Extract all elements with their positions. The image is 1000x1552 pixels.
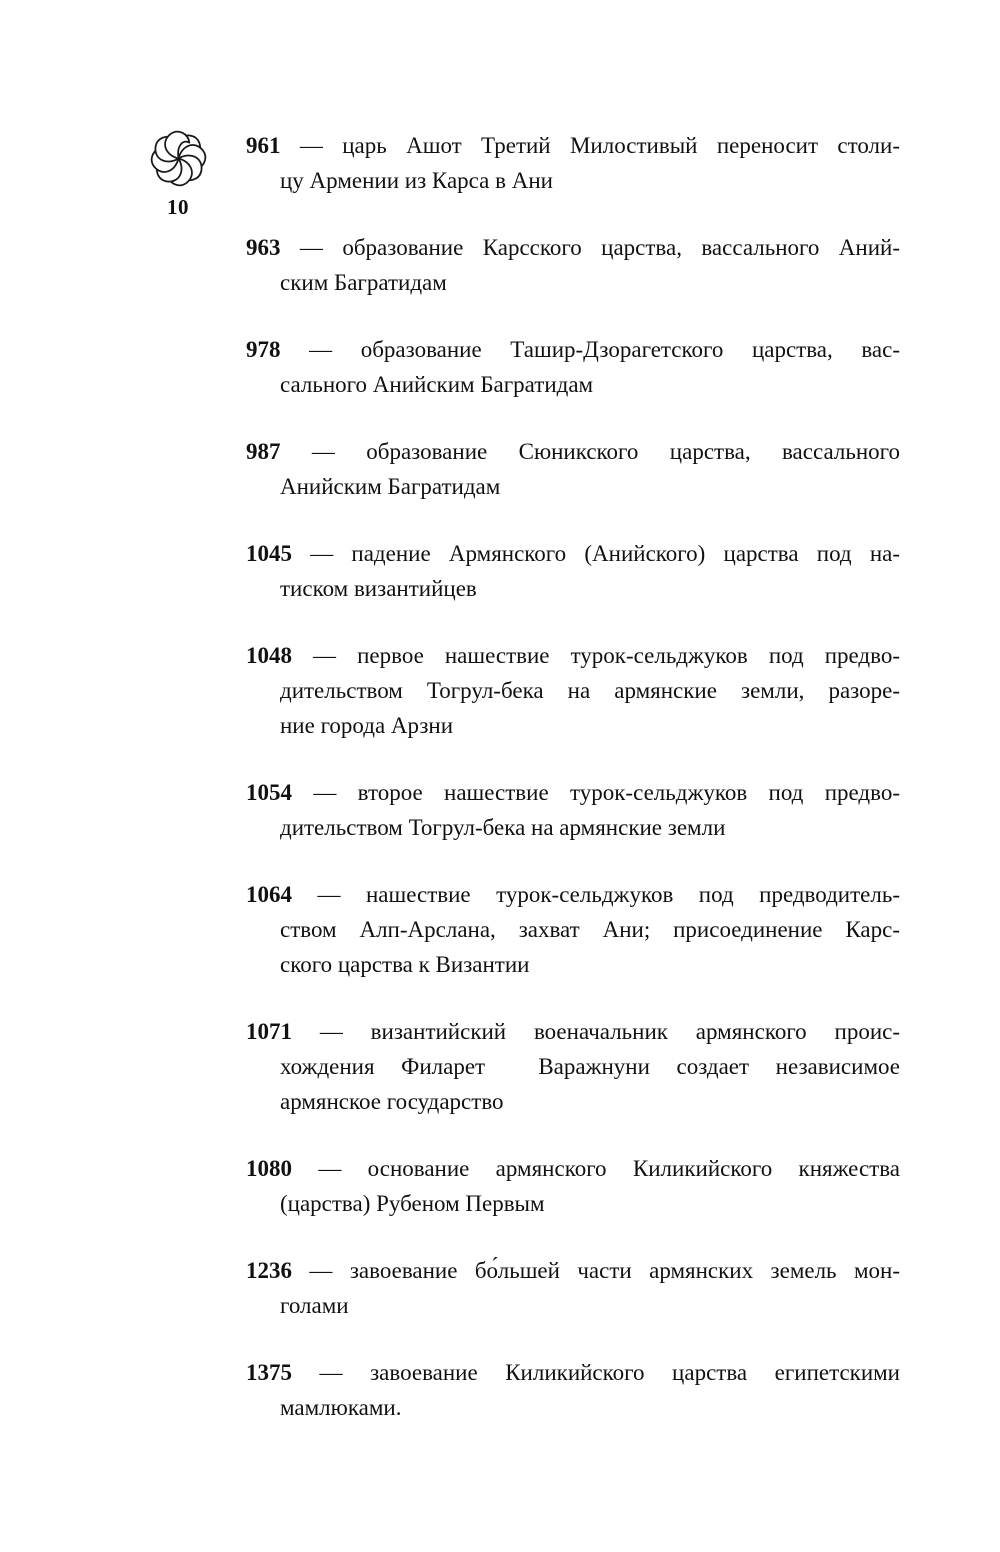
- entry-continuation-line: ского царства к Византии: [280, 952, 530, 977]
- page-number: 10: [167, 195, 189, 219]
- entry-year: 1236: [246, 1258, 292, 1283]
- entry-year: 1048: [246, 643, 292, 668]
- entry-continuation-line: дительством Тогрул-бека на армянские земли: [280, 815, 726, 840]
- timeline-entry: [246, 128, 900, 198]
- timeline-entry: [246, 434, 900, 504]
- entry-continuation-line: ским Багратидам: [280, 270, 447, 295]
- entry-first-line: 1071 — византийский военачальник армянского проис-: [246, 1019, 900, 1044]
- timeline-entry: [246, 1014, 900, 1119]
- entry-first-line: 1080 — основание армянского Киликийского княжества: [246, 1156, 900, 1181]
- entry-year: 1071: [246, 1019, 292, 1044]
- entry-first-line: 961 — царь Ашот Третий Милостивый переносит столи-: [246, 133, 900, 158]
- entry-year: 1080: [246, 1156, 292, 1181]
- entry-continuation-line: Анийским Багратидам: [280, 474, 501, 499]
- entry-first-line: 963 — образование Карсского царства, вассального Аний-: [246, 235, 900, 260]
- timeline-entry: [246, 230, 900, 300]
- timeline-entry: [246, 775, 900, 845]
- timeline-entry: [246, 1253, 900, 1323]
- entry-continuation-line: ством Алп-Арслана, захват Ани; присоединение Карс-: [280, 917, 900, 942]
- entry-first-line: 1236 — завоевание бо́льшей части армянских земель мон-: [246, 1258, 900, 1283]
- entry-continuation-line: голами: [280, 1293, 349, 1318]
- timeline-entry: [246, 536, 900, 606]
- entry-continuation-line: дительством Тогрул-бека на армянские земли, разоре-: [280, 678, 900, 703]
- timeline-entry: [246, 638, 900, 743]
- entry-continuation-line: мамлюками.: [280, 1395, 402, 1420]
- timeline-entry: [246, 1355, 900, 1425]
- entry-first-line: 1054 — второе нашествие турок-сельджуков под предво-: [246, 780, 900, 805]
- entry-continuation-line: армянское государство: [280, 1089, 504, 1114]
- timeline-entry: [246, 1151, 900, 1221]
- entry-continuation-line: ние города Арзни: [280, 713, 454, 738]
- entry-first-line: 1048 — первое нашествие турок-сельджуков под предво-: [246, 643, 900, 668]
- entry-year: 1045: [246, 541, 292, 566]
- entry-year: 961: [246, 133, 281, 158]
- entry-continuation-line: сального Анийским Багратидам: [280, 372, 594, 397]
- entry-first-line: 1375 — завоевание Киликийского царства египетскими: [246, 1360, 900, 1385]
- entry-continuation-line: (царства) Рубеном Первым: [280, 1191, 545, 1216]
- entry-continuation-line: тиском византийцев: [280, 576, 477, 601]
- entry-first-line: 1045 — падение Армянского (Анийского) царства под на-: [246, 541, 900, 566]
- entry-first-line: 978 — образование Ташир-Дзорагетского царства, вас-: [246, 337, 900, 362]
- entry-first-line: 987 — образование Сюникского царства, вассального: [246, 439, 900, 464]
- armenian-eternity-icon: [149, 129, 208, 188]
- entry-continuation-line: хождения Филарет Варажнуни создает независимое: [280, 1054, 900, 1079]
- entry-first-line: 1064 — нашествие турок-сельджуков под предводитель-: [246, 882, 900, 907]
- entry-year: 1054: [246, 780, 292, 805]
- page-margin-block: [148, 129, 208, 220]
- entry-year: 963: [246, 235, 281, 260]
- timeline-entry: [246, 877, 900, 982]
- entry-continuation-line: цу Армении из Карса в Ани: [280, 168, 553, 193]
- timeline-list: [246, 128, 900, 1425]
- timeline-entry: [246, 332, 900, 402]
- entry-year: 1064: [246, 882, 292, 907]
- entry-year: 1375: [246, 1360, 292, 1385]
- entry-year: 978: [246, 337, 281, 362]
- entry-year: 987: [246, 439, 281, 464]
